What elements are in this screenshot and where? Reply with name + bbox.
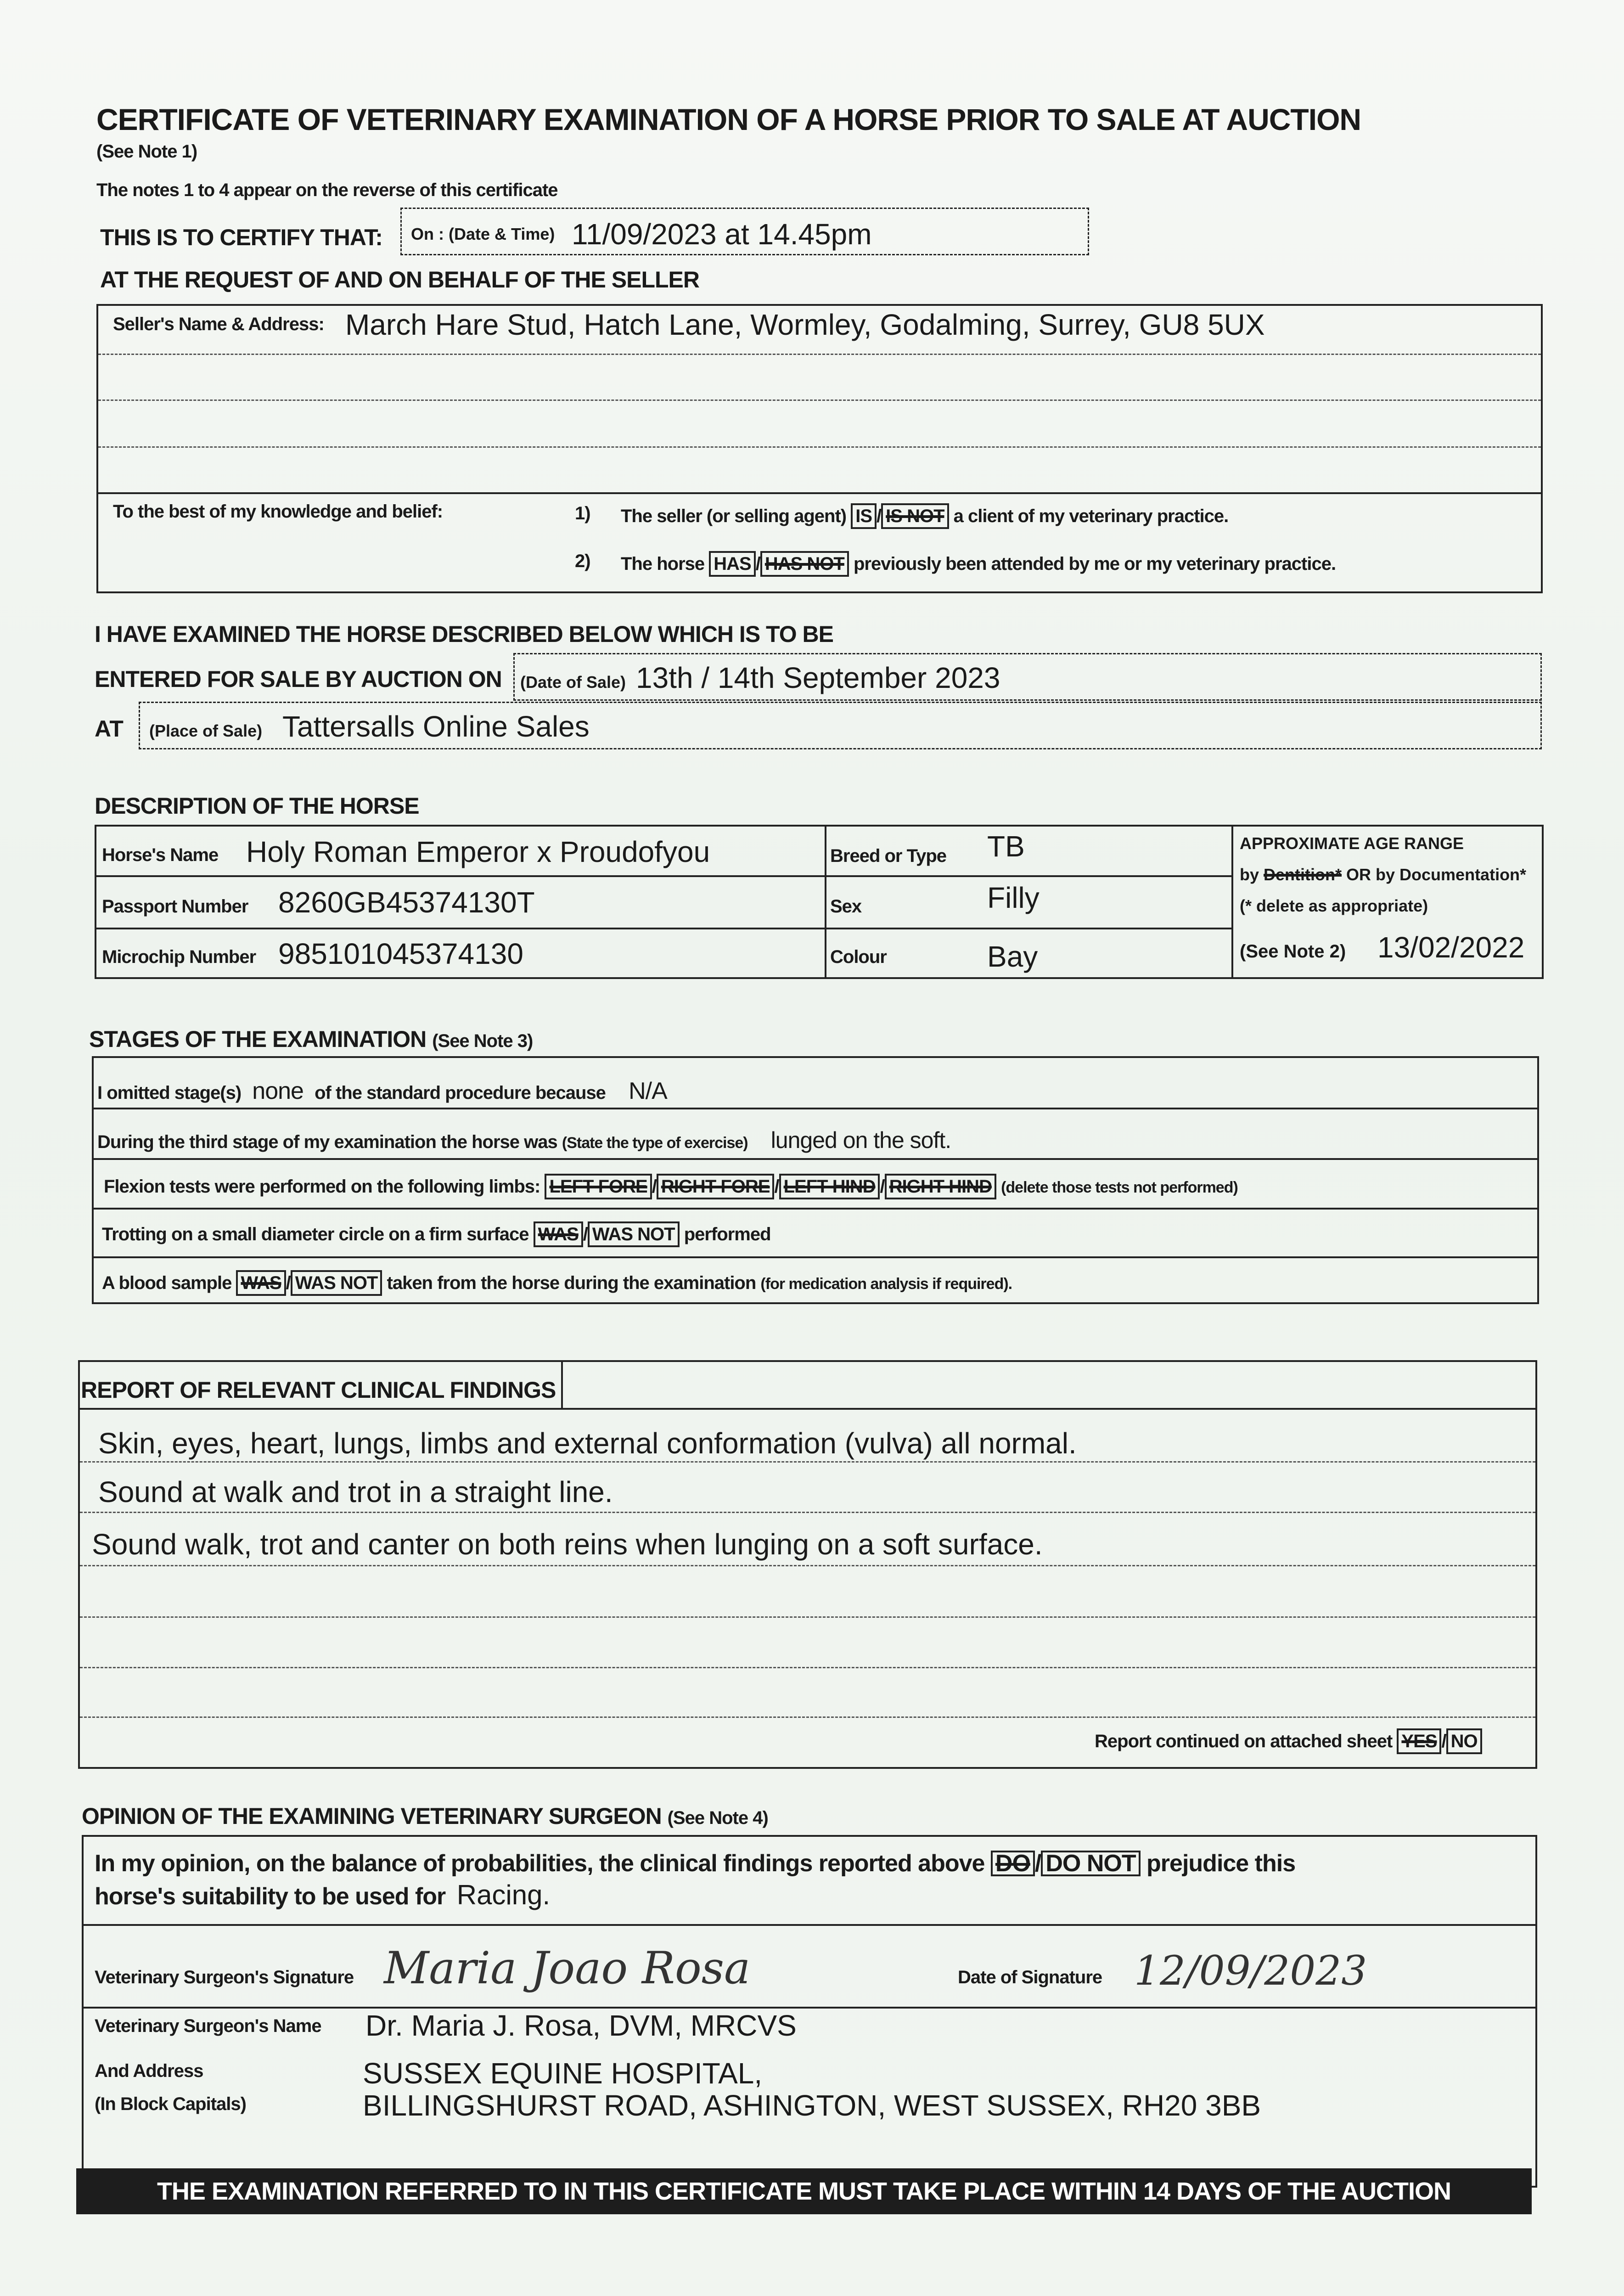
- sale-entry-label: ENTERED FOR SALE BY AUCTION ON: [95, 666, 502, 692]
- blood-was[interactable]: WAS: [236, 1270, 286, 1296]
- findings-line-e: [80, 1667, 1535, 1668]
- statement-2: [621, 551, 1336, 577]
- statement-2-text: The horse: [621, 554, 705, 574]
- age-documentation[interactable]: OR by Documentation*: [1346, 865, 1527, 884]
- seller-label: Seller's Name & Address:: [113, 314, 324, 334]
- omitted-value: none: [252, 1078, 303, 1104]
- seller-divider: [98, 492, 1541, 494]
- omitted-mid: of the standard procedure because: [315, 1083, 606, 1103]
- opinion-line-1: In my opinion, on the balance of probabilities, the clinical findings reported above DO / DO NOT prejudice this: [95, 1850, 1296, 1877]
- certificate-title: CERTIFICATE OF VETERINARY EXAMINATION OF A HORSE PRIOR TO SALE AT AUCTION: [96, 102, 1361, 136]
- sale-date-label: (Date of Sale): [520, 673, 626, 692]
- sale-date-box: [513, 653, 1542, 701]
- opinion-note: (See Note 4): [667, 1808, 768, 1828]
- flexion-label: Flexion tests were performed on the following limbs:: [104, 1176, 540, 1197]
- opinion-do-not[interactable]: DO NOT: [1041, 1851, 1140, 1876]
- age-by: by: [1240, 865, 1259, 884]
- stages-heading-text: STAGES OF THE EXAMINATION: [89, 1026, 427, 1052]
- sale-place-box: [139, 702, 1542, 749]
- age-method: [1240, 865, 1526, 884]
- option-is-not[interactable]: IS NOT: [881, 503, 949, 529]
- seller-box: [96, 304, 1543, 593]
- blood-label: A blood sample: [102, 1273, 232, 1293]
- age-see-note: (See Note 2): [1240, 941, 1346, 962]
- flexion-left-fore[interactable]: LEFT FORE: [545, 1174, 652, 1199]
- age-dentition[interactable]: Dentition*: [1264, 865, 1342, 884]
- third-stage-row: [97, 1127, 951, 1154]
- findings-line-f: [80, 1716, 1535, 1718]
- finding-line-2: Sound at walk and trot in a straight line.: [98, 1475, 613, 1508]
- slash: /: [755, 554, 760, 574]
- signature-date-value: 12/09/2023: [1134, 1947, 1367, 1994]
- address-label-2: (In Block Capitals): [95, 2094, 246, 2114]
- findings-line-b: [80, 1512, 1535, 1513]
- continued-yes[interactable]: YES: [1397, 1728, 1441, 1754]
- statement-1-num: 1): [575, 503, 590, 523]
- findings-row-0: [78, 1408, 1537, 1410]
- findings-heading: REPORT OF RELEVANT CLINICAL FINDINGS: [81, 1377, 556, 1403]
- stages-row-2: [92, 1158, 1539, 1160]
- statement-1: [621, 503, 1228, 529]
- statement-1-post: a client of my veterinary practice.: [953, 506, 1229, 526]
- belief-label: To the best of my knowledge and belief:: [113, 501, 443, 522]
- horse-col-1: [825, 825, 826, 979]
- finding-line-3: Sound walk, trot and canter on both reins when lunging on a soft surface.: [92, 1528, 1043, 1561]
- seller-line-3: [98, 446, 1541, 448]
- trot-row: Trotting on a small diameter circle on a firm surface WAS / WAS NOT performed: [102, 1221, 771, 1247]
- exam-date-value: 11/09/2023 at 14.45pm: [572, 218, 872, 251]
- continued-label: Report continued on attached sheet: [1095, 1731, 1393, 1751]
- sale-date-value: 13th / 14th September 2023: [636, 661, 1000, 694]
- seller-line-1: [98, 354, 1541, 355]
- horse-row-1: [95, 875, 1232, 877]
- blood-note: (for medication analysis if required).: [760, 1275, 1012, 1293]
- statement-1-text: The seller (or selling agent): [621, 506, 847, 526]
- opinion-row-2: [82, 2007, 1537, 2009]
- certify-label: THIS IS TO CERTIFY THAT:: [100, 225, 382, 250]
- seller-value: March Hare Stud, Hatch Lane, Wormley, Godalming, Surrey, GU8 5UX: [345, 308, 1265, 341]
- sale-place-label: (Place of Sale): [149, 721, 263, 740]
- signature-label: Veterinary Surgeon's Signature: [95, 1967, 354, 1987]
- opinion-line-2: [95, 1879, 550, 1911]
- omitted-label: I omitted stage(s): [97, 1083, 242, 1103]
- sale-place-value: Tattersalls Online Sales: [282, 710, 590, 743]
- findings-line-d: [80, 1616, 1535, 1618]
- signature-value: Maria Joao Rosa: [384, 1942, 751, 1994]
- finding-line-1: Skin, eyes, heart, lungs, limbs and external conformation (vulva) all normal.: [98, 1427, 1077, 1460]
- opinion-row-1: [82, 1924, 1537, 1926]
- breed-value: TB: [987, 830, 1025, 863]
- exam-date-label: On : (Date & Time): [411, 225, 555, 243]
- trot-was-not[interactable]: WAS NOT: [588, 1221, 680, 1247]
- passport-label: Passport Number: [102, 896, 248, 917]
- age-delete-note: (* delete as appropriate): [1240, 896, 1428, 915]
- colour-value: Bay: [987, 940, 1038, 973]
- stages-note: (See Note 3): [432, 1031, 533, 1051]
- trot-was[interactable]: WAS: [534, 1221, 583, 1247]
- microchip-value: 985101045374130: [278, 937, 523, 970]
- flexion-note: (delete those tests not performed): [1001, 1179, 1238, 1196]
- blood-post: taken from the horse during the examination: [387, 1273, 756, 1293]
- horse-col-2: [1231, 825, 1233, 979]
- horse-heading: DESCRIPTION OF THE HORSE: [95, 793, 419, 819]
- age-heading: APPROXIMATE AGE RANGE: [1240, 834, 1464, 853]
- horse-name-value: Holy Roman Emperor x Proudofyou: [246, 835, 710, 868]
- omitted-row: [97, 1077, 667, 1105]
- address-label-1: And Address: [95, 2061, 203, 2081]
- opinion-heading-text: OPINION OF THE EXAMINING VETERINARY SURGEON: [82, 1803, 662, 1829]
- findings-heading-divider: [561, 1360, 563, 1410]
- findings-box: [78, 1360, 1537, 1769]
- at-label: AT: [95, 716, 124, 742]
- option-has-not[interactable]: HAS NOT: [760, 551, 849, 577]
- omitted-reason: N/A: [629, 1078, 667, 1104]
- passport-value: 8260GB45374130T: [278, 886, 535, 919]
- opinion-text-1: In my opinion, on the balance of probabilities, the clinical findings reported above: [95, 1850, 985, 1877]
- signature-date-label: Date of Signature: [958, 1967, 1102, 1987]
- seller-line-2: [98, 400, 1541, 401]
- opinion-text-2: horse's suitability to be used for: [95, 1883, 446, 1910]
- exam-date-box: [400, 208, 1089, 255]
- flexion-left-hind[interactable]: LEFT HIND: [779, 1174, 880, 1199]
- opinion-heading: [82, 1803, 768, 1829]
- horse-row-2: [95, 928, 1232, 929]
- flexion-right-fore[interactable]: RIGHT FORE: [657, 1174, 775, 1199]
- microchip-label: Microchip Number: [102, 947, 256, 967]
- footer-banner: THE EXAMINATION REFERRED TO IN THIS CERTIFICATE MUST TAKE PLACE WITHIN 14 DAYS OF THE AUCTION: [76, 2168, 1532, 2214]
- findings-line-a: [80, 1461, 1535, 1463]
- request-heading: AT THE REQUEST OF AND ON BEHALF OF THE SELLER: [100, 267, 699, 293]
- vet-name-label: Veterinary Surgeon's Name: [95, 2016, 321, 2036]
- stages-row-4: [92, 1256, 1539, 1258]
- findings-line-c: [80, 1565, 1535, 1566]
- see-note-1: (See Note 1): [96, 141, 197, 162]
- breed-label: Breed or Type: [830, 846, 946, 866]
- notes-line: The notes 1 to 4 appear on the reverse of this certificate: [96, 180, 558, 200]
- option-has[interactable]: HAS: [709, 551, 755, 577]
- opinion-text-1b: prejudice this: [1146, 1850, 1296, 1877]
- flexion-right-hind[interactable]: RIGHT HIND: [885, 1174, 996, 1199]
- option-is[interactable]: IS: [851, 503, 877, 529]
- trot-post: performed: [684, 1224, 771, 1244]
- examined-heading: I HAVE EXAMINED THE HORSE DESCRIBED BELOW WHICH IS TO BE: [95, 621, 833, 647]
- blood-row: A blood sample WAS / WAS NOT taken from the horse during the examination (for medication analysis if required).: [102, 1270, 1012, 1296]
- statement-2-num: 2): [575, 551, 590, 571]
- stages-row-3: [92, 1208, 1539, 1210]
- statement-2-post: previously been attended by me or my veterinary practice.: [853, 554, 1336, 574]
- continued-no[interactable]: NO: [1446, 1728, 1482, 1754]
- stages-row-1: [92, 1108, 1539, 1109]
- trot-label: Trotting on a small diameter circle on a firm surface: [102, 1224, 529, 1244]
- third-stage-sub: (State the type of exercise): [562, 1134, 748, 1152]
- opinion-use-value: Racing.: [456, 1880, 551, 1910]
- horse-name-label: Horse's Name: [102, 845, 219, 865]
- blood-was-not[interactable]: WAS NOT: [291, 1270, 382, 1296]
- continued-row: Report continued on attached sheet YES / NO: [1095, 1728, 1482, 1754]
- age-value: 13/02/2022: [1377, 931, 1525, 964]
- vet-name-value: Dr. Maria J. Rosa, DVM, MRCVS: [365, 2009, 797, 2042]
- third-stage-value: lunged on the soft.: [770, 1127, 951, 1153]
- opinion-do[interactable]: DO: [991, 1851, 1035, 1876]
- flexion-row: Flexion tests were performed on the following limbs: LEFT FORE / RIGHT FORE / LEFT HIND / RIGHT HIND (delete those tests not performed): [104, 1174, 1238, 1199]
- slash: /: [877, 506, 882, 526]
- colour-label: Colour: [830, 947, 887, 967]
- sex-value: Filly: [987, 881, 1040, 914]
- stages-heading: [89, 1026, 533, 1052]
- third-stage-label: During the third stage of my examination the horse was: [97, 1132, 557, 1152]
- address-line-2: BILLINGSHURST ROAD, ASHINGTON, WEST SUSSEX, RH20 3BB: [363, 2089, 1261, 2122]
- sex-label: Sex: [830, 896, 862, 917]
- address-line-1: SUSSEX EQUINE HOSPITAL,: [363, 2057, 763, 2090]
